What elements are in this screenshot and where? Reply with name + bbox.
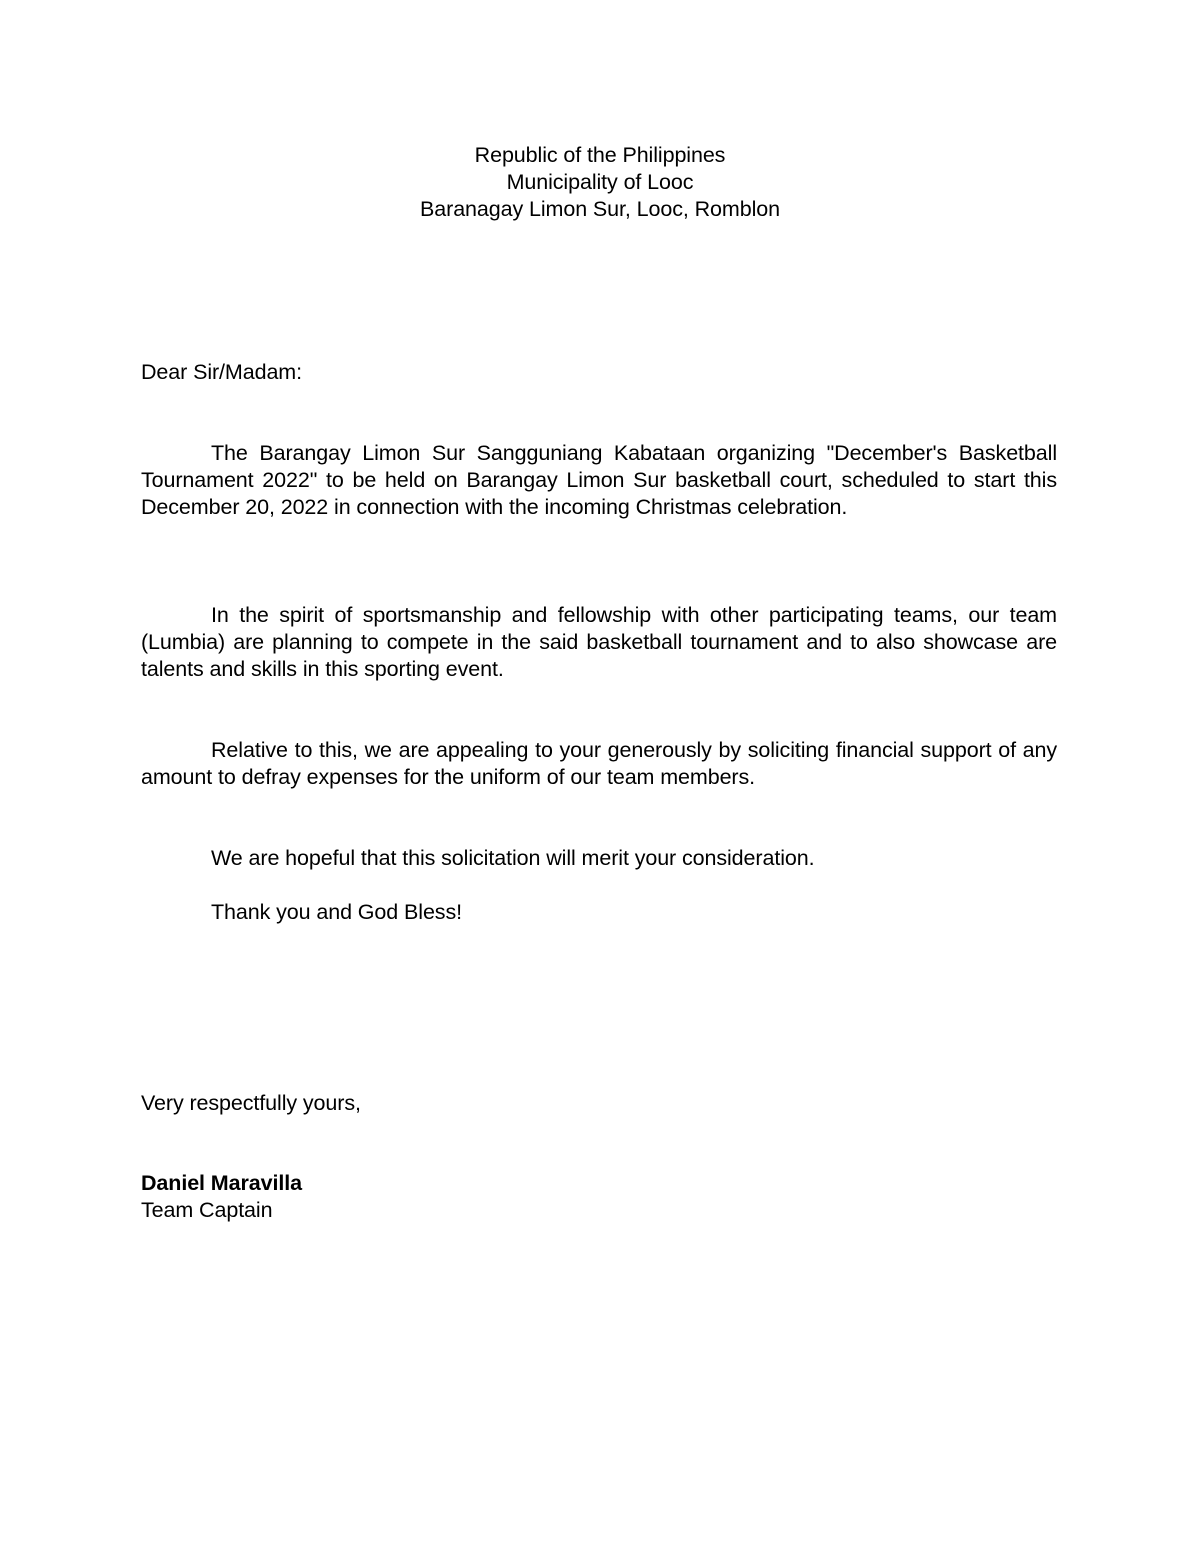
letterhead-barangay: Baranagay Limon Sur, Looc, Romblon [420,197,780,221]
letterhead-municipality: Municipality of Looc [506,170,694,194]
body-paragraph-thanks: Thank you and God Bless! [211,900,462,924]
body-paragraph-team: In the spirit of sportsmanship and fellowship with other participating teams, our team (Lumbia) are planning to compete in the said basketball tournament and to also showcase are talents and skills in this sporting event. [141,603,1057,681]
signatory-title: Team Captain [141,1198,273,1222]
letterhead-country: Republic of the Philippines [474,143,726,167]
body-paragraph-tournament: The Barangay Limon Sur Sangguniang Kabataan organizing "December's Basketball Tournament 2022" to be held on Barangay Limon Sur basketball court, scheduled to start this December 20, 2022 in connection with the incoming Christmas celebration. [141,441,1057,519]
salutation: Dear Sir/Madam: [141,360,302,384]
complimentary-close: Very respectfully yours, [141,1091,361,1115]
signatory-name: Daniel Maravilla [141,1171,302,1195]
body-paragraph-hope: We are hopeful that this solicitation will merit your consideration. [211,846,815,870]
letterhead [0,142,1200,223]
body-paragraph-request: Relative to this, we are appealing to your generously by soliciting financial support of any amount to defray expenses for the uniform of our team members. [141,738,1057,789]
